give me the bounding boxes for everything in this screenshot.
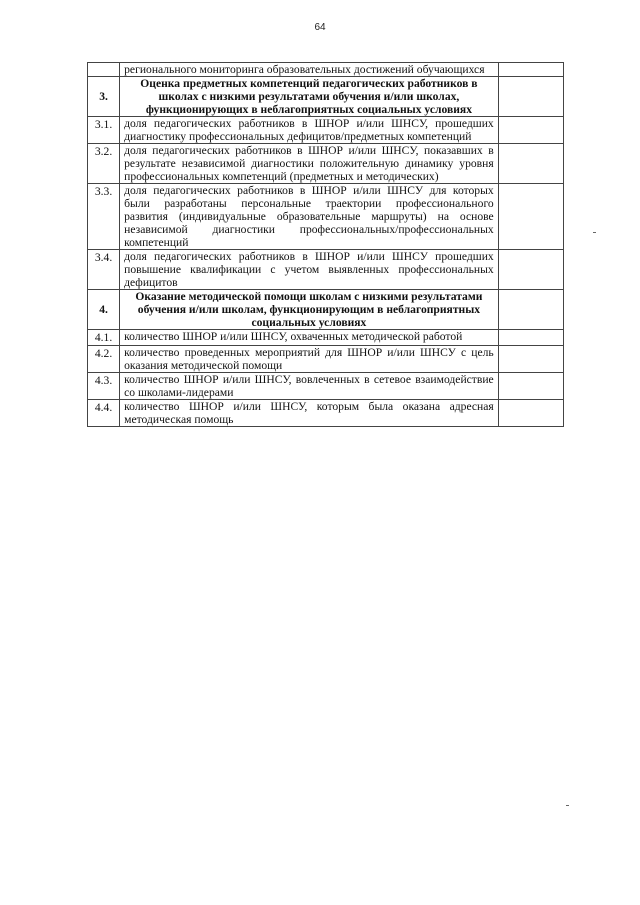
- row-number: 4.1.: [88, 330, 120, 346]
- row-text: доля педагогических работников в ШНОР и/или ШНСУ для которых были разработаны персональные траектории профессионального развития (индивидуальные образовательные маршруты) на основе независимой диагностики профессиональных/профессиональных компетенций: [120, 184, 499, 250]
- table-row: [88, 373, 564, 400]
- table-row: [88, 250, 564, 290]
- row-number: [88, 63, 120, 77]
- scan-speck: [593, 232, 596, 233]
- row-number: 4.3.: [88, 373, 120, 400]
- table-row: [88, 117, 564, 144]
- table-row: [88, 184, 564, 250]
- row-number: 3.2.: [88, 144, 120, 184]
- row-number: 3.1.: [88, 117, 120, 144]
- table-row: [88, 346, 564, 373]
- row-value-cell: [498, 184, 563, 250]
- row-value-cell: [498, 400, 563, 427]
- row-text: доля педагогических работников в ШНОР и/или ШНСУ, показавших в результате независимой диагностики положительную динамику уровня профессиональных компетенций (предметных и методических): [120, 144, 499, 184]
- row-number: 3.3.: [88, 184, 120, 250]
- section-number: 4.: [88, 290, 120, 330]
- row-text: количество ШНОР и/или ШНСУ, охваченных методической работой: [120, 330, 499, 346]
- row-text: доля педагогических работников в ШНОР и/или ШНСУ прошедших повышение квалификации с учетом выявленных профессиональных дефицитов: [120, 250, 499, 290]
- section-number: 3.: [88, 77, 120, 117]
- section-title: Оценка предметных компетенций педагогических работников в школах с низкими результатами обучения и/или школах, функционирующих в неблагоприятных социальных условиях: [120, 77, 499, 117]
- scan-speck: [566, 805, 569, 806]
- section-title: Оказание методической помощи школам с низкими результатами обучения и/или школам, функционирующим в неблагоприятных социальных условиях: [120, 290, 499, 330]
- row-text: количество ШНОР и/или ШНСУ, вовлеченных в сетевое взаимодействие со школами-лидерами: [120, 373, 499, 400]
- row-value-cell: [498, 77, 563, 117]
- row-text: количество проведенных мероприятий для ШНОР и/или ШНСУ с цель оказания методической помощи: [120, 346, 499, 373]
- section-header-row: [88, 290, 564, 330]
- row-value-cell: [498, 373, 563, 400]
- row-value-cell: [498, 290, 563, 330]
- table-row: [88, 400, 564, 427]
- row-value-cell: [498, 144, 563, 184]
- row-number: 3.4.: [88, 250, 120, 290]
- section-header-row: [88, 77, 564, 117]
- row-value-cell: [498, 63, 563, 77]
- row-value-cell: [498, 346, 563, 373]
- row-number: 4.2.: [88, 346, 120, 373]
- row-value-cell: [498, 250, 563, 290]
- row-value-cell: [498, 330, 563, 346]
- indicators-table: [87, 62, 564, 427]
- table-row: [88, 144, 564, 184]
- row-text: доля педагогических работников в ШНОР и/или ШНСУ, прошедших диагностику профессиональных дефицитов/предметных компетенций: [120, 117, 499, 144]
- table-row: [88, 330, 564, 346]
- row-text: количество ШНОР и/или ШНСУ, которым была оказана адресная методическая помощь: [120, 400, 499, 427]
- row-text: регионального мониторинга образовательных достижений обучающихся: [120, 63, 499, 77]
- row-number: 4.4.: [88, 400, 120, 427]
- page-number: 64: [314, 22, 326, 33]
- row-value-cell: [498, 117, 563, 144]
- table-row: [88, 63, 564, 77]
